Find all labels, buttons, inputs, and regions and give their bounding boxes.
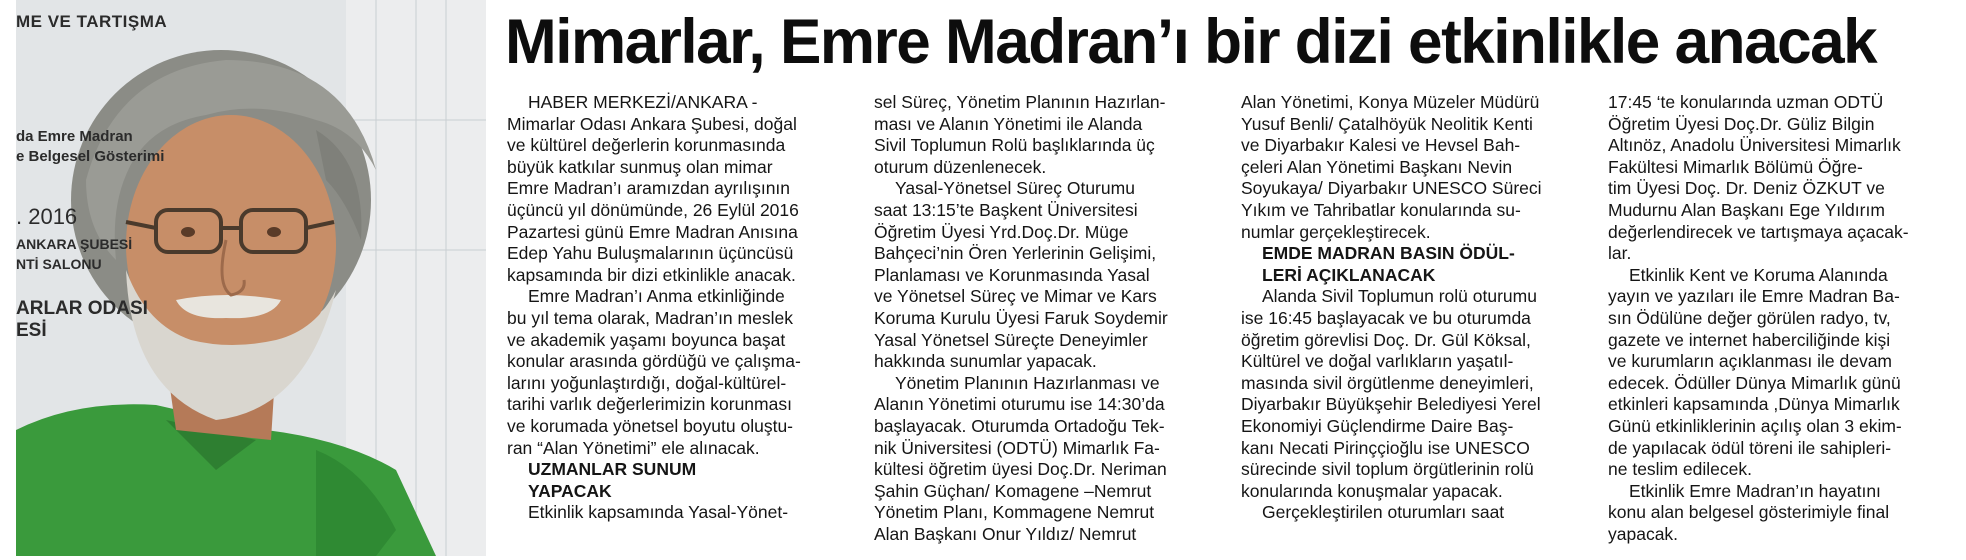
text-line: ve Yönetsel Süreç ve Mimar ve Kars	[874, 286, 1157, 307]
text-line: saat 13:15’te Başkent Üniversitesi	[874, 199, 1138, 220]
subheading: UZMANLAR SUNUM	[528, 459, 697, 480]
text-line: sürecinde sivil toplum örgütlerinin rolü	[1241, 459, 1534, 480]
portrait-photo	[16, 0, 486, 556]
text-line: hakkında sunumlar yapacak.	[874, 351, 1097, 372]
text-line: Yasal-Yönetsel Süreç Oturumu	[895, 178, 1135, 199]
text-line: Yönetim Planının Hazırlanması ve	[895, 372, 1160, 393]
text-line: Öğretim Üyesi Doç.Dr. Güliz Bilgin	[1608, 113, 1875, 134]
text-line: numlar gerçekleştirecek.	[1241, 221, 1431, 242]
text-line: Mimarlar Odası Ankara Şubesi, doğal	[507, 113, 797, 134]
text-line: de yapılacak ödül töreni ile sahipleri-	[1608, 437, 1892, 458]
text-line: lar.	[1608, 243, 1632, 264]
text-line: Günü etkinliklerinin açılış olan 3 ekim-	[1608, 415, 1902, 436]
subheading: EMDE MADRAN BASIN ÖDÜL-	[1262, 243, 1515, 264]
text-line: larını yoğunlaştırdığı, doğal-kültürel-	[507, 372, 787, 393]
text-line: Mudurnu Alan Başkanı Ege Yıldırım	[1608, 199, 1885, 220]
text-line: kanı Necati Pirinççioğlu ise UNESCO	[1241, 437, 1530, 458]
text-line: ran “Alan Yönetimi” ele alınacak.	[507, 437, 760, 458]
text-line: Öğretim Üyesi Yrd.Doç.Dr. Müge	[874, 221, 1129, 242]
article-column-4	[1608, 92, 1948, 545]
text-line: ve kurumların açıklanması ile devam	[1608, 351, 1892, 372]
text-line: 17:45 ‘te konularında uzman ODTÜ	[1608, 92, 1884, 112]
text-line: Etkinlik Kent ve Koruma Alanında	[1629, 264, 1888, 285]
poster-text-line: ME VE TARTIŞMA	[16, 12, 168, 31]
article-headline: Mimarlar, Emre Madran’ı bir dizi etkinlikle anacak	[505, 7, 1877, 77]
text-line: Koruma Kurulu Üyesi Faruk Soydemir	[874, 307, 1168, 328]
text-line: ne teslim edilecek.	[1608, 459, 1752, 480]
text-line: ve kültürel değerlerin korunmasında	[507, 135, 786, 156]
poster-text-line: . 2016	[16, 204, 78, 229]
article-column-1	[507, 92, 847, 524]
text-line: Yasal Yönetsel Süreçte Deneyimler	[874, 329, 1148, 350]
text-line: Kültürel ve doğal varlıkların yaşatıl-	[1241, 351, 1514, 372]
text-line: konularında konuşmalar yapacak.	[1241, 480, 1503, 501]
poster-text-line: ANKARA ŞUBESİ	[16, 236, 133, 252]
text-line: tim Üyesi Doç. Dr. Deniz ÖZKUT ve	[1608, 178, 1885, 199]
poster-text-line: ESİ	[16, 320, 47, 341]
text-line: ve akademik yaşamı boyunca başat	[507, 329, 786, 350]
text-line: bu yıl tema olarak, Madran’ın meslek	[507, 307, 793, 328]
text-line: üçüncü yıl dönümünde, 26 Eylül 2016	[507, 199, 799, 220]
text-line: HABER MERKEZİ/ANKARA -	[528, 92, 758, 112]
text-line: masında sivil örgütlenme deneyimleri,	[1241, 372, 1534, 393]
article-column-3	[1241, 92, 1581, 524]
text-line: kapsamında bir dizi etkinlikle anacak.	[507, 264, 796, 285]
text-line: çeleri Alan Yönetimi Başkanı Nevin	[1241, 156, 1513, 177]
text-line: Pazartesi günü Emre Madran Anısına	[507, 221, 798, 242]
text-line: Emre Madran’ı aramızdan ayrılışının	[507, 178, 791, 199]
text-line: Alanın Yönetimi oturumu ise 14:30’da	[874, 394, 1165, 415]
text-line: yapacak.	[1608, 523, 1679, 544]
text-line: Soyukaya/ Diyarbakır UNESCO Süreci	[1241, 178, 1542, 199]
text-line: Diyarbakır Büyükşehir Belediyesi Yerel	[1241, 394, 1541, 415]
text-line: Fakültesi Mimarlık Bölümü Öğre-	[1608, 156, 1863, 177]
text-line: Yusuf Benli/ Çatalhöyük Neolitik Kenti	[1241, 113, 1533, 134]
text-line: Planlaması ve Korunmasında Yasal	[874, 264, 1150, 285]
portrait-illustration	[16, 0, 486, 556]
text-line: Alan Yönetimi, Konya Müzeler Müdürü	[1241, 92, 1540, 112]
text-line: oturum düzenlenecek.	[874, 156, 1047, 177]
text-line: konular arasında gördüğü ve çalışma-	[507, 351, 801, 372]
text-line: tarihi varlık değerlerimizin korunması	[507, 394, 792, 415]
text-line: Gerçekleştirilen oturumları saat	[1262, 502, 1505, 523]
text-line: etkinleri kapsamında ,Dünya Mimarlık	[1608, 394, 1900, 415]
text-line: nik Üniversitesi (ODTÜ) Mimarlık Fa-	[874, 437, 1160, 458]
text-line: gazete ve internet haberciliğinde kişi	[1608, 329, 1891, 350]
text-line: Etkinlik kapsamında Yasal-Yönet-	[528, 502, 789, 523]
text-line: Emre Madran’ı Anma etkinliğinde	[528, 286, 785, 307]
text-line: ve Diyarbakır Kalesi ve Hevsel Bah-	[1241, 135, 1521, 156]
poster-text-line: NTİ SALONU	[16, 256, 102, 272]
text-line: edecek. Ödüller Dünya Mimarlık günü	[1608, 372, 1901, 393]
subheading: LERİ AÇIKLANACAK	[1262, 264, 1436, 285]
article-column-2	[874, 92, 1214, 545]
text-line: Alanda Sivil Toplumun rolü oturumu	[1262, 286, 1537, 307]
poster-text-line: ARLAR ODASI	[16, 298, 148, 319]
text-line: konu alan belgesel gösterimiyle final	[1608, 502, 1890, 523]
text-line: başlayacak. Oturumda Ortadoğu Tek-	[874, 415, 1165, 436]
text-line: ması ve Alanın Yönetimi ile Alanda	[874, 113, 1143, 134]
text-line: Alan Başkanı Onur Yıldız/ Nemrut	[874, 523, 1137, 544]
text-line: ve korumada yönetsel boyutu oluştu-	[507, 415, 793, 436]
text-line: Altınöz, Anadolu Üniversitesi Mimarlık	[1608, 135, 1901, 156]
text-line: Ekonomiyi Güçlendirme Daire Baş-	[1241, 415, 1514, 436]
text-line: öğretim görevlisi Doç. Dr. Gül Köksal,	[1241, 329, 1531, 350]
text-line: sel Süreç, Yönetim Planının Hazırlan-	[874, 92, 1166, 112]
subheading: YAPACAK	[528, 480, 612, 501]
text-line: büyük katkılar sunmuş olan mimar	[507, 156, 773, 177]
text-line: ise 16:45 başlayacak ve bu oturumda	[1241, 307, 1531, 328]
text-line: değerlendirecek ve tartışmaya açacak-	[1608, 221, 1909, 242]
text-line: Şahin Güçhan/ Komagene –Nemrut	[874, 480, 1152, 501]
text-line: Sivil Toplumun Rolü başlıklarında üç	[874, 135, 1155, 156]
text-line: yayın ve yazıları ile Emre Madran Ba-	[1608, 286, 1900, 307]
text-line: Etkinlik Emre Madran’ın hayatını	[1629, 480, 1881, 501]
text-line: Edep Yahu Buluşmalarının üçüncüsü	[507, 243, 794, 264]
text-line: kültesi öğretim üyesi Doç.Dr. Neriman	[874, 459, 1167, 480]
text-line: Yıkım ve Tahribatlar konularında su-	[1241, 199, 1521, 220]
text-line: Bahçeci’nin Ören Yerlerinin Gelişimi,	[874, 243, 1157, 264]
text-line: sın Ödülüne değer görülen radyo, tv,	[1608, 307, 1891, 328]
text-line: Yönetim Planı, Kommagene Nemrut	[874, 502, 1155, 523]
poster-text-line: e Belgesel Gösterimi	[16, 148, 165, 165]
poster-text-line: da Emre Madran	[16, 128, 133, 145]
